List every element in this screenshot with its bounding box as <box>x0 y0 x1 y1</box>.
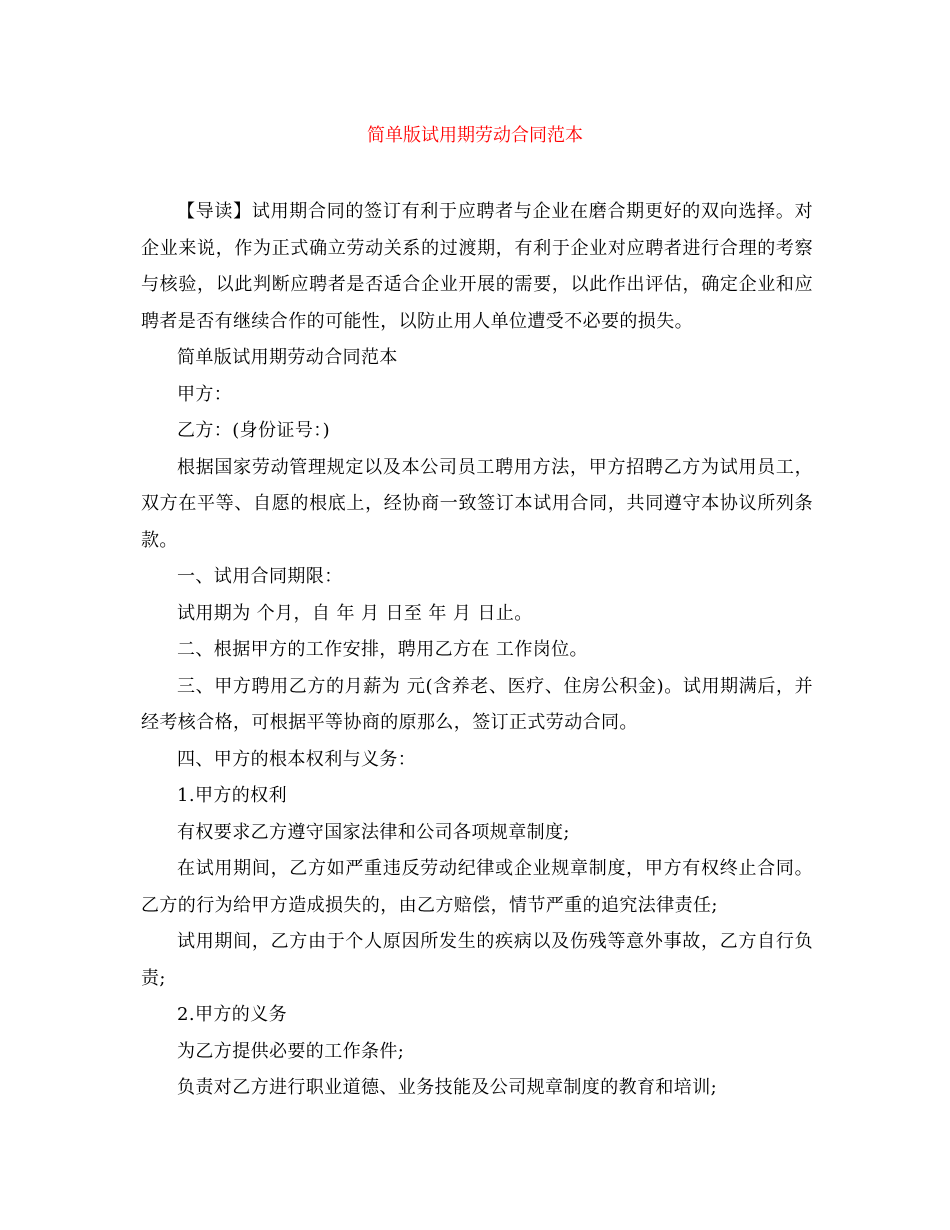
clause-4-heading: 四、甲方的根本权利与义务： <box>177 748 417 770</box>
party-a-right-2: 在试用期间，乙方如严重违反劳动纪律或企业规章制度，甲方有权终止合同。乙方的行为给甲方造成损失的，由乙方赔偿，情节严重的追究法律责任; <box>141 858 813 916</box>
intro-paragraph: 【导读】试用期合同的签订有利于应聘者与企业在磨合期更好的双向选择。对企业来说，作为正式确立劳动关系的过渡期，有利于企业对应聘者进行合理的考察与核验，以此判断应聘者是否适合企业开展的需要，以此作出评估，确定企业和应聘者是否有继续合作的可能性，以防止用人单位遭受不必要的损失。 <box>141 201 813 332</box>
party-a-line: 甲方： <box>177 383 233 405</box>
party-a-duty-1: 为乙方提供必要的工作条件; <box>177 1040 405 1062</box>
party-a-right-1: 有权要求乙方遵守国家法律和公司各项规章制度; <box>177 821 570 843</box>
clause-1-heading: 一、试用合同期限： <box>177 566 343 587</box>
clause-3: 三、甲方聘用乙方的月薪为 元(含养老、医疗、住房公积金)。试用期满后，并经考核合格，可根据平等协商的原那么，签订正式劳动合同。 <box>141 675 813 733</box>
party-b-line: 乙方：(身份证号：) <box>177 420 331 441</box>
document-title: 简单版试用期劳动合同范本 <box>367 125 583 146</box>
party-a-rights-heading: 1.甲方的权利 <box>177 785 287 806</box>
party-a-right-3: 试用期间，乙方由于个人原因所发生的疾病以及伤残等意外事故，乙方自行负责; <box>141 931 813 989</box>
party-a-duties-heading: 2.甲方的义务 <box>177 1004 287 1025</box>
contract-heading: 简单版试用期劳动合同范本 <box>177 347 398 368</box>
clause-2: 二、根据甲方的工作安排，聘用乙方在 工作岗位。 <box>177 639 588 660</box>
clause-1-body: 试用期为 个月，自 年 月 日至 年 月 日止。 <box>177 602 533 624</box>
document-body <box>141 194 813 1107</box>
preamble-paragraph: 根据国家劳动管理规定以及本公司员工聘用方法，甲方招聘乙方为试用员工，双方在平等、自愿的根底上，经协商一致签订本试用合同，共同遵守本协议所列条款。 <box>141 456 813 551</box>
party-a-duty-2: 负责对乙方进行职业道德、业务技能及公司规章制度的教育和培训; <box>177 1077 718 1098</box>
